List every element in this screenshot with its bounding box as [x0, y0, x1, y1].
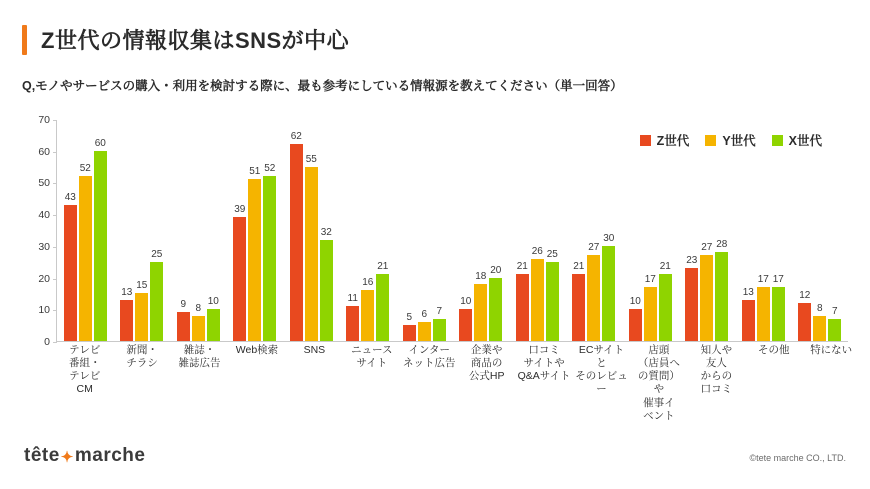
bar	[715, 239, 728, 341]
bar	[290, 131, 303, 341]
bar-fill	[742, 300, 755, 341]
bar-fill	[192, 316, 205, 341]
bar	[233, 204, 246, 341]
x-axis-label: その他	[758, 344, 790, 356]
bar-value-label: 52	[264, 163, 276, 175]
bar	[305, 153, 318, 341]
bar	[602, 232, 615, 341]
y-axis-tick-mark	[53, 215, 57, 216]
bar-fill	[376, 274, 389, 341]
y-axis	[22, 114, 56, 348]
bar	[150, 248, 163, 341]
bar-group	[622, 120, 679, 341]
bar-value-label: 32	[320, 226, 332, 238]
bar-fill	[828, 319, 841, 341]
bar	[531, 245, 544, 341]
bar-value-label: 20	[490, 264, 502, 276]
bar-fill	[798, 303, 811, 341]
bar-group	[792, 120, 849, 341]
bar-fill	[320, 240, 333, 341]
bar-value-label: 17	[757, 274, 769, 286]
bar-value-label: 62	[290, 131, 302, 143]
bar-value-label: 11	[347, 293, 358, 305]
y-axis-tick-label: 20	[38, 272, 50, 285]
bar-fill	[403, 325, 416, 341]
bar-value-label: 13	[121, 286, 133, 298]
bar	[828, 305, 841, 341]
x-axis-label: SNS	[303, 344, 326, 356]
bar	[192, 302, 205, 341]
bar-fill	[813, 316, 826, 341]
bar-value-label: 16	[362, 277, 374, 289]
bar-value-label: 23	[686, 255, 698, 267]
bar-fill	[700, 255, 713, 341]
bar	[64, 191, 77, 341]
y-axis-tick-label: 30	[38, 240, 50, 253]
bar	[798, 289, 811, 341]
bar-fill	[489, 278, 502, 341]
bar-group	[114, 120, 171, 341]
bar-fill	[757, 287, 770, 341]
plot-grid	[56, 120, 848, 342]
bar-fill	[587, 255, 600, 341]
bar-value-label: 27	[701, 242, 713, 254]
bar	[700, 242, 713, 341]
bar	[346, 293, 359, 341]
bar-value-label: 7	[831, 305, 838, 317]
x-axis-label: ECサイトと そのレビュー	[575, 344, 628, 396]
bar-fill	[94, 151, 107, 341]
bar	[659, 261, 672, 341]
x-axis-label: 企業や 商品の 公式HP	[468, 344, 505, 383]
bar-value-label: 8	[816, 302, 823, 314]
bar-fill	[150, 262, 163, 341]
bar	[742, 286, 755, 341]
bar-fill	[629, 309, 642, 341]
bar-fill	[64, 205, 77, 341]
bar-value-label: 21	[377, 261, 389, 273]
bar	[376, 261, 389, 341]
bar	[433, 305, 446, 341]
bar-value-label: 7	[436, 305, 443, 317]
bar	[403, 312, 416, 341]
bar-fill	[602, 246, 615, 341]
title-accent-bar	[22, 25, 27, 55]
bar-fill	[233, 217, 246, 341]
y-axis-tick-mark	[53, 279, 57, 280]
copyright-text: ©tete marche CO., LTD.	[749, 453, 846, 463]
bar-value-label: 27	[588, 242, 600, 254]
bar-fill	[120, 300, 133, 341]
bar	[772, 274, 785, 341]
bar	[459, 296, 472, 341]
bar-value-label: 12	[799, 289, 811, 301]
bar	[489, 264, 502, 341]
bar-fill	[79, 176, 92, 341]
x-axis-label: Web検索	[235, 344, 279, 356]
bar	[79, 163, 92, 341]
bar-value-label: 9	[180, 299, 187, 311]
bar-fill	[135, 293, 148, 341]
bar-fill	[659, 274, 672, 341]
x-axis-labels	[56, 344, 860, 423]
bar-value-label: 55	[305, 153, 317, 165]
y-axis-tick-mark	[53, 310, 57, 311]
chart-plot-area	[22, 114, 848, 360]
star-icon: ✦	[60, 449, 74, 466]
bar-fill	[346, 306, 359, 341]
y-axis-tick-label: 40	[38, 209, 50, 222]
bar-groups	[57, 120, 848, 341]
y-axis-tick-mark	[53, 247, 57, 248]
bar-fill	[685, 268, 698, 341]
bar-value-label: 21	[516, 261, 528, 273]
bar	[546, 248, 559, 341]
bar-value-label: 6	[421, 308, 428, 320]
bar	[629, 296, 642, 341]
y-axis-tick-label: 60	[38, 145, 50, 158]
bar-value-label: 13	[742, 286, 754, 298]
legend-label: Z世代	[656, 134, 690, 148]
bar-fill	[572, 274, 585, 341]
bar-value-label: 10	[207, 296, 219, 308]
bar	[207, 296, 220, 341]
bar-fill	[361, 290, 374, 341]
legend-label: Y世代	[722, 134, 756, 148]
title-text: Z世代の情報収集はSNSが中心	[41, 28, 350, 53]
bar-group	[566, 120, 623, 341]
bar-fill	[772, 287, 785, 341]
bar-group	[509, 120, 566, 341]
bar-value-label: 5	[406, 312, 413, 324]
bar-value-label: 21	[659, 261, 671, 273]
bar-fill	[418, 322, 431, 341]
bar-fill	[474, 284, 487, 341]
legend-label: X世代	[788, 134, 822, 148]
bar	[94, 137, 107, 341]
x-axis-label: 特にない	[810, 344, 853, 356]
bar	[135, 280, 148, 341]
bar	[587, 242, 600, 341]
bar-value-label: 8	[195, 302, 202, 314]
bar	[474, 270, 487, 341]
x-axis-label: テレビ 番組・ テレビ CM	[68, 344, 101, 396]
x-axis-label: 店頭 （店員へ の質問） や 催事イ ベント	[637, 344, 680, 422]
y-axis-tick-mark	[53, 120, 57, 121]
bar-fill	[177, 312, 190, 341]
bar-value-label: 51	[249, 166, 261, 178]
logo-text-right: marche	[74, 445, 146, 466]
bar-group	[679, 120, 736, 341]
bar-group	[453, 120, 510, 341]
bar-group	[283, 120, 340, 341]
bar	[248, 166, 261, 341]
bar-fill	[715, 252, 728, 341]
bar-group	[396, 120, 453, 341]
x-axis-label: ニュース サイト	[351, 344, 393, 370]
bar-value-label: 17	[772, 274, 784, 286]
page-title	[22, 24, 349, 55]
x-axis-label: 知人や 友人 からの 口コミ	[700, 344, 733, 396]
bar	[263, 163, 276, 341]
x-axis-label: 口コミ サイトや Q&Aサイト	[517, 344, 571, 383]
bar-value-label: 18	[475, 270, 487, 282]
bar-fill	[546, 262, 559, 341]
bar-value-label: 26	[531, 245, 543, 257]
y-axis-tick-label: 0	[44, 336, 50, 348]
bar-fill	[433, 319, 446, 341]
bar-value-label: 60	[94, 137, 106, 149]
y-axis-tick-mark	[53, 152, 57, 153]
bar-value-label: 25	[151, 248, 163, 260]
brand-logo	[24, 445, 145, 467]
bar-fill	[290, 144, 303, 341]
y-axis-tick-mark	[53, 183, 57, 184]
bar-fill	[248, 179, 261, 341]
bar	[177, 299, 190, 341]
x-axis-label: 新聞・ チラシ	[126, 344, 158, 370]
bar-value-label: 10	[460, 296, 472, 308]
bar-value-label: 43	[64, 191, 76, 203]
x-axis-label: インター ネット広告	[402, 344, 456, 370]
bar-fill	[516, 274, 529, 341]
bar-fill	[305, 167, 318, 341]
bar-value-label: 17	[644, 274, 656, 286]
bar-fill	[207, 309, 220, 341]
bar	[644, 274, 657, 341]
bar-group	[340, 120, 397, 341]
bar	[361, 277, 374, 341]
bar-fill	[531, 259, 544, 341]
bar	[685, 255, 698, 341]
question-text: Q,モノやサービスの購入・利用を検討する際に、最も参考にしている情報源を教えてください（単一回答）	[22, 79, 623, 93]
bar-value-label: 21	[573, 261, 585, 273]
bar	[418, 308, 431, 341]
bar-value-label: 52	[79, 163, 91, 175]
bar-value-label: 25	[546, 248, 558, 260]
bar	[813, 302, 826, 341]
x-axis-label: 雑誌・ 雑誌広告	[178, 344, 221, 370]
bar-group	[227, 120, 284, 341]
bar	[572, 261, 585, 341]
bar	[120, 286, 133, 341]
bar-value-label: 10	[629, 296, 641, 308]
bar	[516, 261, 529, 341]
bar-group	[170, 120, 227, 341]
bar-fill	[459, 309, 472, 341]
bar-value-label: 15	[136, 280, 148, 292]
y-axis-tick-label: 10	[38, 304, 50, 317]
y-axis-tick-mark	[53, 342, 57, 343]
bar-value-label: 30	[603, 232, 615, 244]
bar-group	[735, 120, 792, 341]
bar-value-label: 28	[716, 239, 728, 251]
bar-fill	[263, 176, 276, 341]
bar-group	[57, 120, 114, 341]
y-axis-tick-label: 50	[38, 177, 50, 190]
bar-value-label: 39	[234, 204, 246, 216]
bar	[320, 226, 333, 341]
bar	[757, 274, 770, 341]
y-axis-tick-label: 70	[38, 114, 50, 126]
logo-text-left: tête	[24, 445, 60, 466]
bar-fill	[644, 287, 657, 341]
